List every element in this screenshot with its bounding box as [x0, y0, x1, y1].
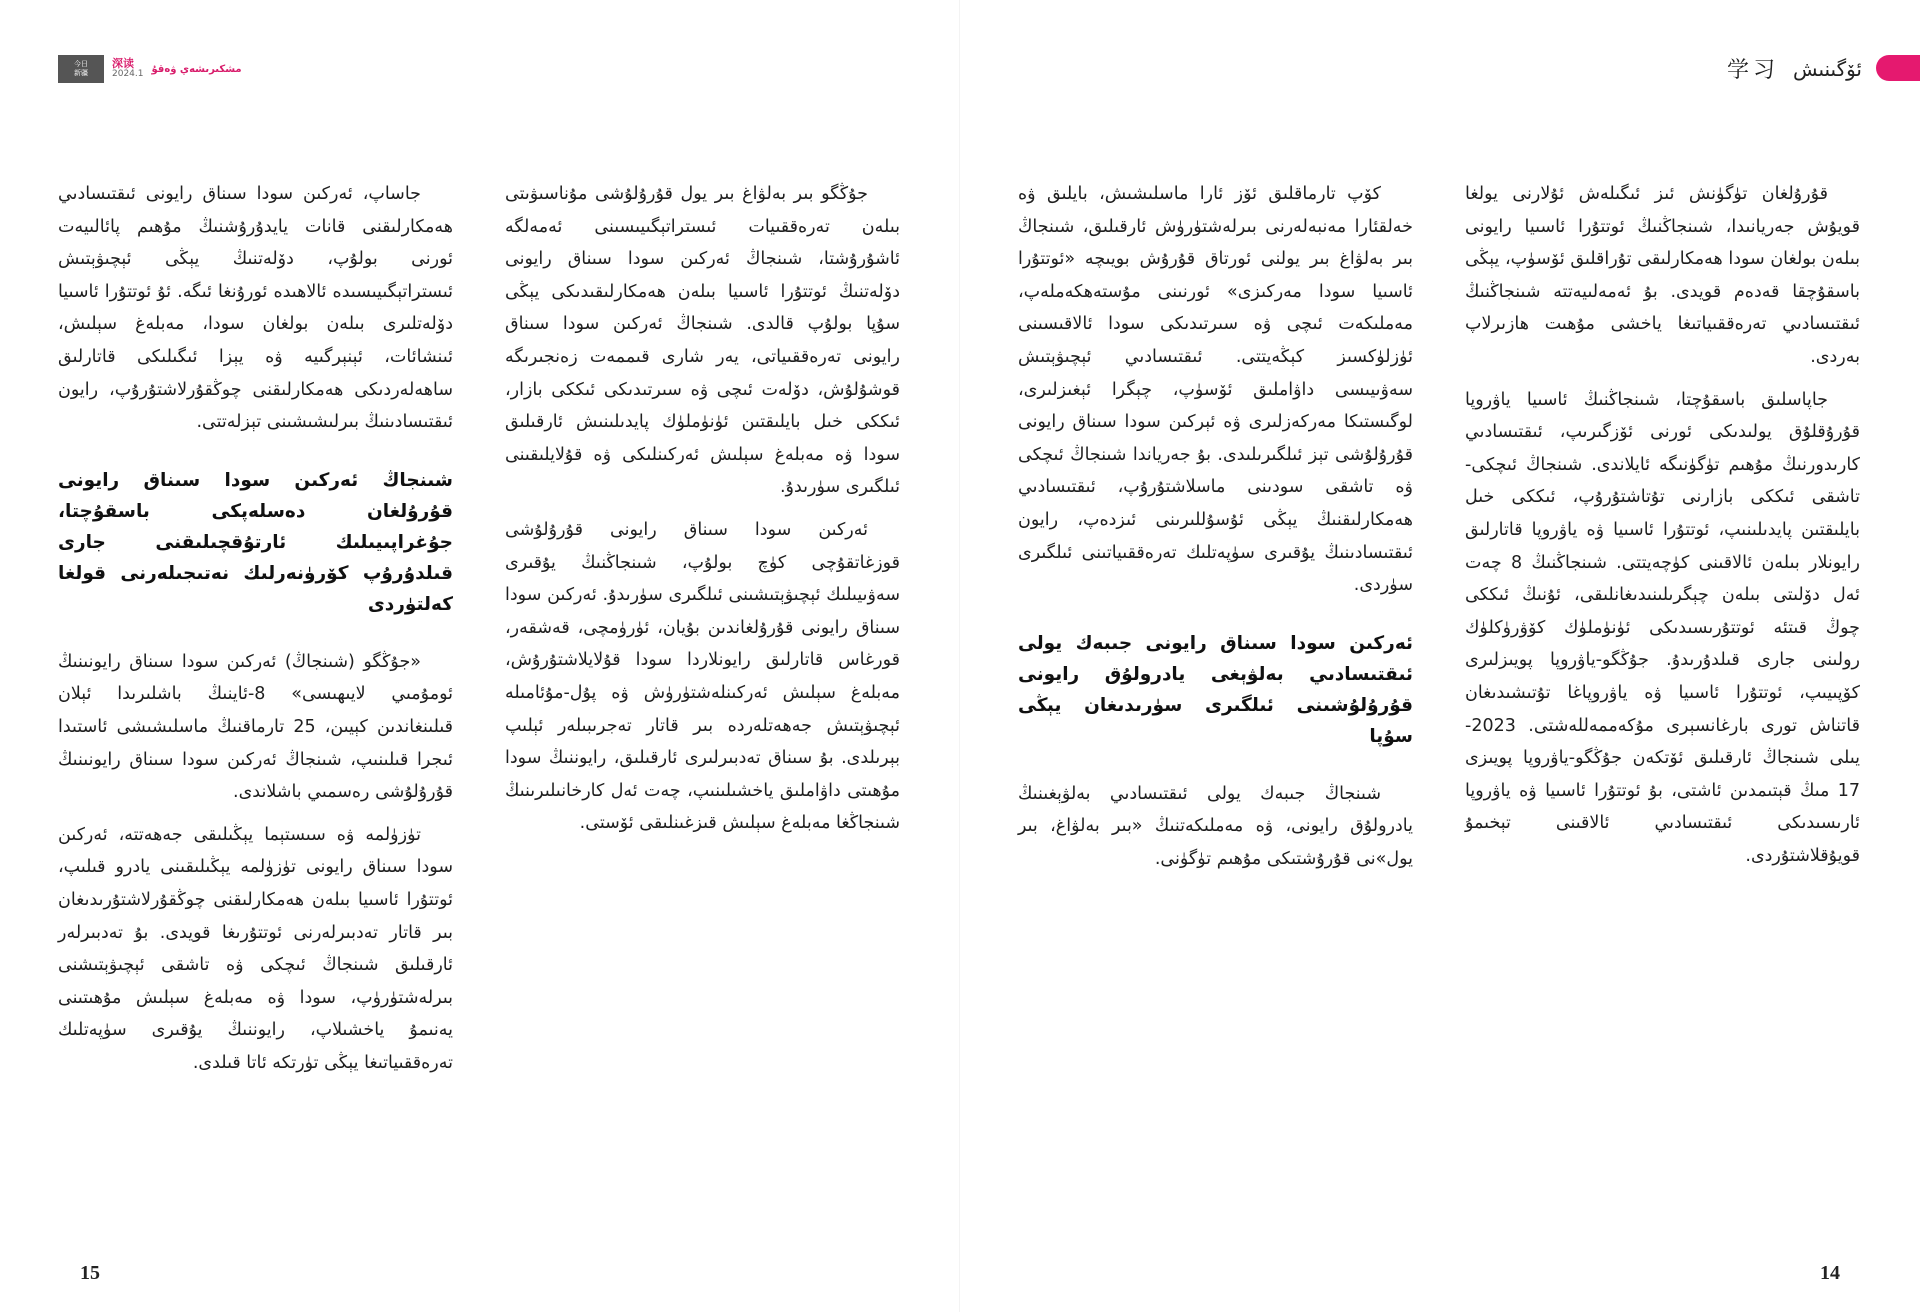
left-page-right-column	[505, 178, 900, 850]
paragraph: جۇڭگو بىر بەلۋاغ بىر يول قۇرۇلۇشى مۇناسىۋىتى بىلەن تەرەققىيات ئىستراتېگىيىسىنى ئەمەلگە ئاشۇرۇشتا، شىنجاڭ ئەركىن سودا سىناق رايونى دۆلەتنىڭ ئوتتۇرا ئاسىيا بىلەن ھەمكارلىقىدىكى يېڭى سۇپا بولۇپ قالدى. شىنجاڭ ئەركىن سودا سىناق رايونى تەرەققىياتى، يەر شارى قىممەت زەنجىرىگە قوشۇلۇش، دۆلەت ئىچى ۋە سىرتىدىكى ئىككى بازار، ئىككى خىل بايلىقتىن ئۈنۈملۈك پايدىلىنىش ئارقىلىق سودا ۋە مەبلەغ سېلىش ئەركىنلىكى ۋە قۇلايلىقىنى ئىلگىرى سۈرىدۇ.	[505, 184, 900, 498]
magazine-logo-line1: 今日	[74, 60, 88, 68]
paragraph: شىنجاڭ جىبەك يولى ئىقتىسادىي بەلۋېغىنىڭ يادرولۇق رايونى، ۋە مەملىكەتنىڭ «بىر بەلۋاغ، بىر يول»نى قۇرۇشتىكى مۇھىم تۈگۈنى.	[1018, 783, 1413, 869]
issue-number: 2024.1	[112, 69, 144, 79]
section-title-cn: 学习	[1726, 58, 1779, 83]
magazine-logo	[58, 55, 104, 83]
left-page-left-column	[58, 178, 453, 1089]
paragraph: تۈزۈلمە ۋە سىستېما يېڭىلىقى جەھەتتە، ئەركىن سودا سىناق رايونى تۈزۈلمە يېڭىلىقىنى يادرو قىلىپ، ئوتتۇرا ئاسىيا بىلەن ھەمكارلىقنى چوڭقۇرلاشتۇرىدىغان بىر قاتار تەدبىرلەرنى ئوتتۇرىغا قويدى. بۇ تەدبىرلەر ئارقىلىق شىنجاڭ ئىچكى ۋە تاشقى ئېچىۋېتىشنى بىرلەشتۈرۈپ، سودا ۋە مەبلەغ سېلىش مۇھىتىنى يەنىمۇ ياخشىلاپ، رايوننىڭ يۇقىرى سۈپەتلىك تەرەققىياتىغا يېڭى تۈرتكە ئاتا قىلدى.	[58, 824, 453, 1073]
page-number-left: 15	[80, 1262, 100, 1284]
section-title-ug: ئۆگىنىش	[1792, 56, 1862, 81]
issue-block	[112, 58, 144, 80]
magazine-logo-line2: 新疆	[74, 69, 88, 77]
section-heading: شىنجاڭ ئەركىن سودا سىناق رايونى قۇرۇلغان دەسلەپكى باسقۇچتا، جۇغراپىيىلىك ئارتۇقچىلىقنى جارى قىلدۇرۇپ كۆرۈنەرلىك نەتىجىلەرنى قولغا كەلتۈردى	[58, 469, 453, 615]
right-page-left-column	[1018, 178, 1413, 886]
paragraph: «جۇڭگو (شىنجاڭ) ئەركىن سودا سىناق رايونىنىڭ ئومۇمىي لايىھىسى» 8-ئاينىڭ باشلىرىدا ئېلان قىلىنغاندىن كېيىن، 25 تارماقنىڭ ماسلىشىشى ئاستىدا ئىجرا قىلىنىپ، شىنجاڭ ئەركىن سودا سىناق رايونىنىڭ قۇرۇلۇشى رەسمىي باشلاندى.	[58, 651, 454, 803]
section-title-ug: مشكىرىشەي ۋەقۇ	[151, 63, 242, 75]
page-number-right: 14	[1820, 1262, 1840, 1284]
section-color-tab	[1876, 55, 1920, 81]
right-page-right-column	[1465, 178, 1860, 882]
paragraph: ئەركىن سودا سىناق رايونى قۇرۇلۇشى قوزغاتقۇچى كۈچ بولۇپ، شىنجاڭنىڭ يۇقىرى سەۋىيىلىك ئېچىۋېتىشىنى ئىلگىرى سۈرىدۇ. ئەركىن سودا سىناق رايونى قۇرۇلغاندىن بۇيان، ئۈرۈمچى، قەشقەر، قورغاس قاتارلىق رايونلاردا سودا قۇلايلاشتۇرۇش، مەبلەغ سېلىش ئەركىنلەشتۈرۈش ۋە پۇل-مۇئامىلە ئېچىۋېتىش جەھەتلەردە بىر قاتار تەجرىبىلەر ئېلىپ بېرىلدى. بۇ سىناق تەدبىرلىرى ئارقىلىق، رايوننىڭ سودا مۇھىتى داۋاملىق ياخشىلىنىپ، چەت ئەل كارخانىلىرىنىڭ شىنجاڭغا مەبلەغ سېلىش قىزغىنلىقى ئۆستى.	[505, 519, 900, 834]
paragraph: كۆپ تارماقلىق ئۆز ئارا ماسلىشىش، بايلىق ۋە خەلقئارا مەنبەلەرنى بىرلەشتۈرۈش ئارقىلىق، شىنجاڭ بىر بەلۋاغ بىر يولنى ئورتاق قۇرۇش بويىچە «ئوتتۇرا ئاسىيا سودا مەركىزى» ئورنىنى مۇستەھكەملەپ، مەملىكەت ئىچى ۋە سىرتىدىكى سودا ئالاقىسىنى ئۈزلۈكسىز كېڭەيتتى. ئىقتىسادىي ئېچىۋېتىش سەۋىيىسى داۋاملىق ئۆسۈپ، چېگرا ئېغىزلىرى، لوگىستىكا مەركەزلىرى ۋە ئېرکىن سودا سىناق رايونى قۇرۇلۇشى تېز ئىلگىرىلىدى. بۇ جەرياندا شىنجاڭ ئىچكى ۋە تاشقى سودىنى ماسلاشتۇرۇپ، ئىقتىسادىي ھەمكارلىقنىڭ يېڭى ئۇسۇللىرىنى ئىزدەپ، رايون ئىقتىسادىنىڭ يۇقىرى سۈپەتلىك تەرەققىياتىنى ئىلگىرى سۈردى.	[1018, 184, 1413, 596]
section-heading: ئەركىن سودا سىناق رايونى جىبەك يولى ئىقتىسادىي بەلۋېغى يادرولۇق رايونى قۇرۇلۇشىنى ئىلگىرى سۈرىدىغان يېڭى سۇپا	[1018, 632, 1413, 747]
paragraph: جاساپ، ئەركىن سودا سىناق رايونى ئىقتىسادىي ھەمكارلىقنى قانات يايدۇرۇشنىڭ مۇھىم پائالىيەت ئورنى بولۇپ، دۆلەتنىڭ يېڭى ئېچىۋېتىش ئىستراتېگىيىسىدە ئالاھىدە ئورۇنغا ئىگە. ئۇ ئوتتۇرا ئاسىيا دۆلەتلىرى بىلەن بولغان سودا، مەبلەغ سېلىش، ئىنشائات، ئېنېرگىيە ۋە يېزا ئىگىلىكى قاتارلىق ساھەلەردىكى ھەمكارلىقنى چوڭقۇرلاشتۇرۇپ، رايون ئىقتىسادىنىڭ بىرلىشىشىنى تېزلەتتى.	[58, 184, 453, 433]
section-title-cn: 深读	[112, 57, 134, 70]
paragraph: قۇرۇلغان تۈگۈنش ئىز ئىگىلەش ئۇلارنى يولغا قويۇش جەريانىدا، شىنجاڭنىڭ ئوتتۇرا ئاسىيا رايونى بىلەن بولغان سودا ھەمكارلىقى تۇراقلىق ئۆسۈپ، يېڭى باسقۇچقا قەدەم قويدى. بۇ ئەمەلىيەتتە شىنجاڭنىڭ ئىقتىسادىي تەرەققىياتىغا ياخشى مۇھىت ھازىرلاپ بەردى.	[1465, 184, 1860, 367]
left-page-header	[58, 55, 242, 83]
right-page-header	[1727, 53, 1862, 84]
paragraph: جاپاسلىق باسقۇچتا، شىنجاڭنىڭ ئاسىيا ياۋروپا قۇرۇقلۇق يولىدىكى ئورنى ئۆزگىرىپ، ئىقتىسادىي كارىدورنىڭ مۇھىم تۈگۈنىگە ئايلاندى. شىنجاڭ ئىچكى-تاشقى ئىككى بازارنى تۇتاشتۇرۇپ، ئىككى خىل بايلىقتىن پايدىلىنىپ، ئوتتۇرا ئاسىيا ۋە ياۋروپا قاتارلىق رايونلار بىلەن ئالاقىنى كۈچەيتتى. شىنجاڭنىڭ 8 چەت ئەل دۆلىتى بىلەن چېگرىلىنىدىغانلىقى، ئۇنىڭ ئىككى چوڭ قىتئە ئوتتۇرىسىدىكى ئۈنۈملۈك كۆۋرۈكلۈك رولىنى جارى قىلدۇرىدۇ. جۇڭگو-ياۋروپا پويىزلىرى كۆپىيىپ، ئوتتۇرا ئاسىيا ۋە ياۋروپاغا تۇتىشىدىغان قاتناش تورى بارغانسېرى مۇكەممەللەشتى. 2023-يىلى شىنجاڭ ئارقىلىق ئۆتكەن جۇڭگو-ياۋروپا پويىزى 17 مىڭ قېتىمدىن ئاشتى، بۇ ئوتتۇرا ئاسىيا ۋە ياۋروپا ئارىسىدىكى ئىقتىسادىي ئالاقىنى تېخىمۇ قويۇقلاشتۇردى.	[1465, 389, 1860, 866]
